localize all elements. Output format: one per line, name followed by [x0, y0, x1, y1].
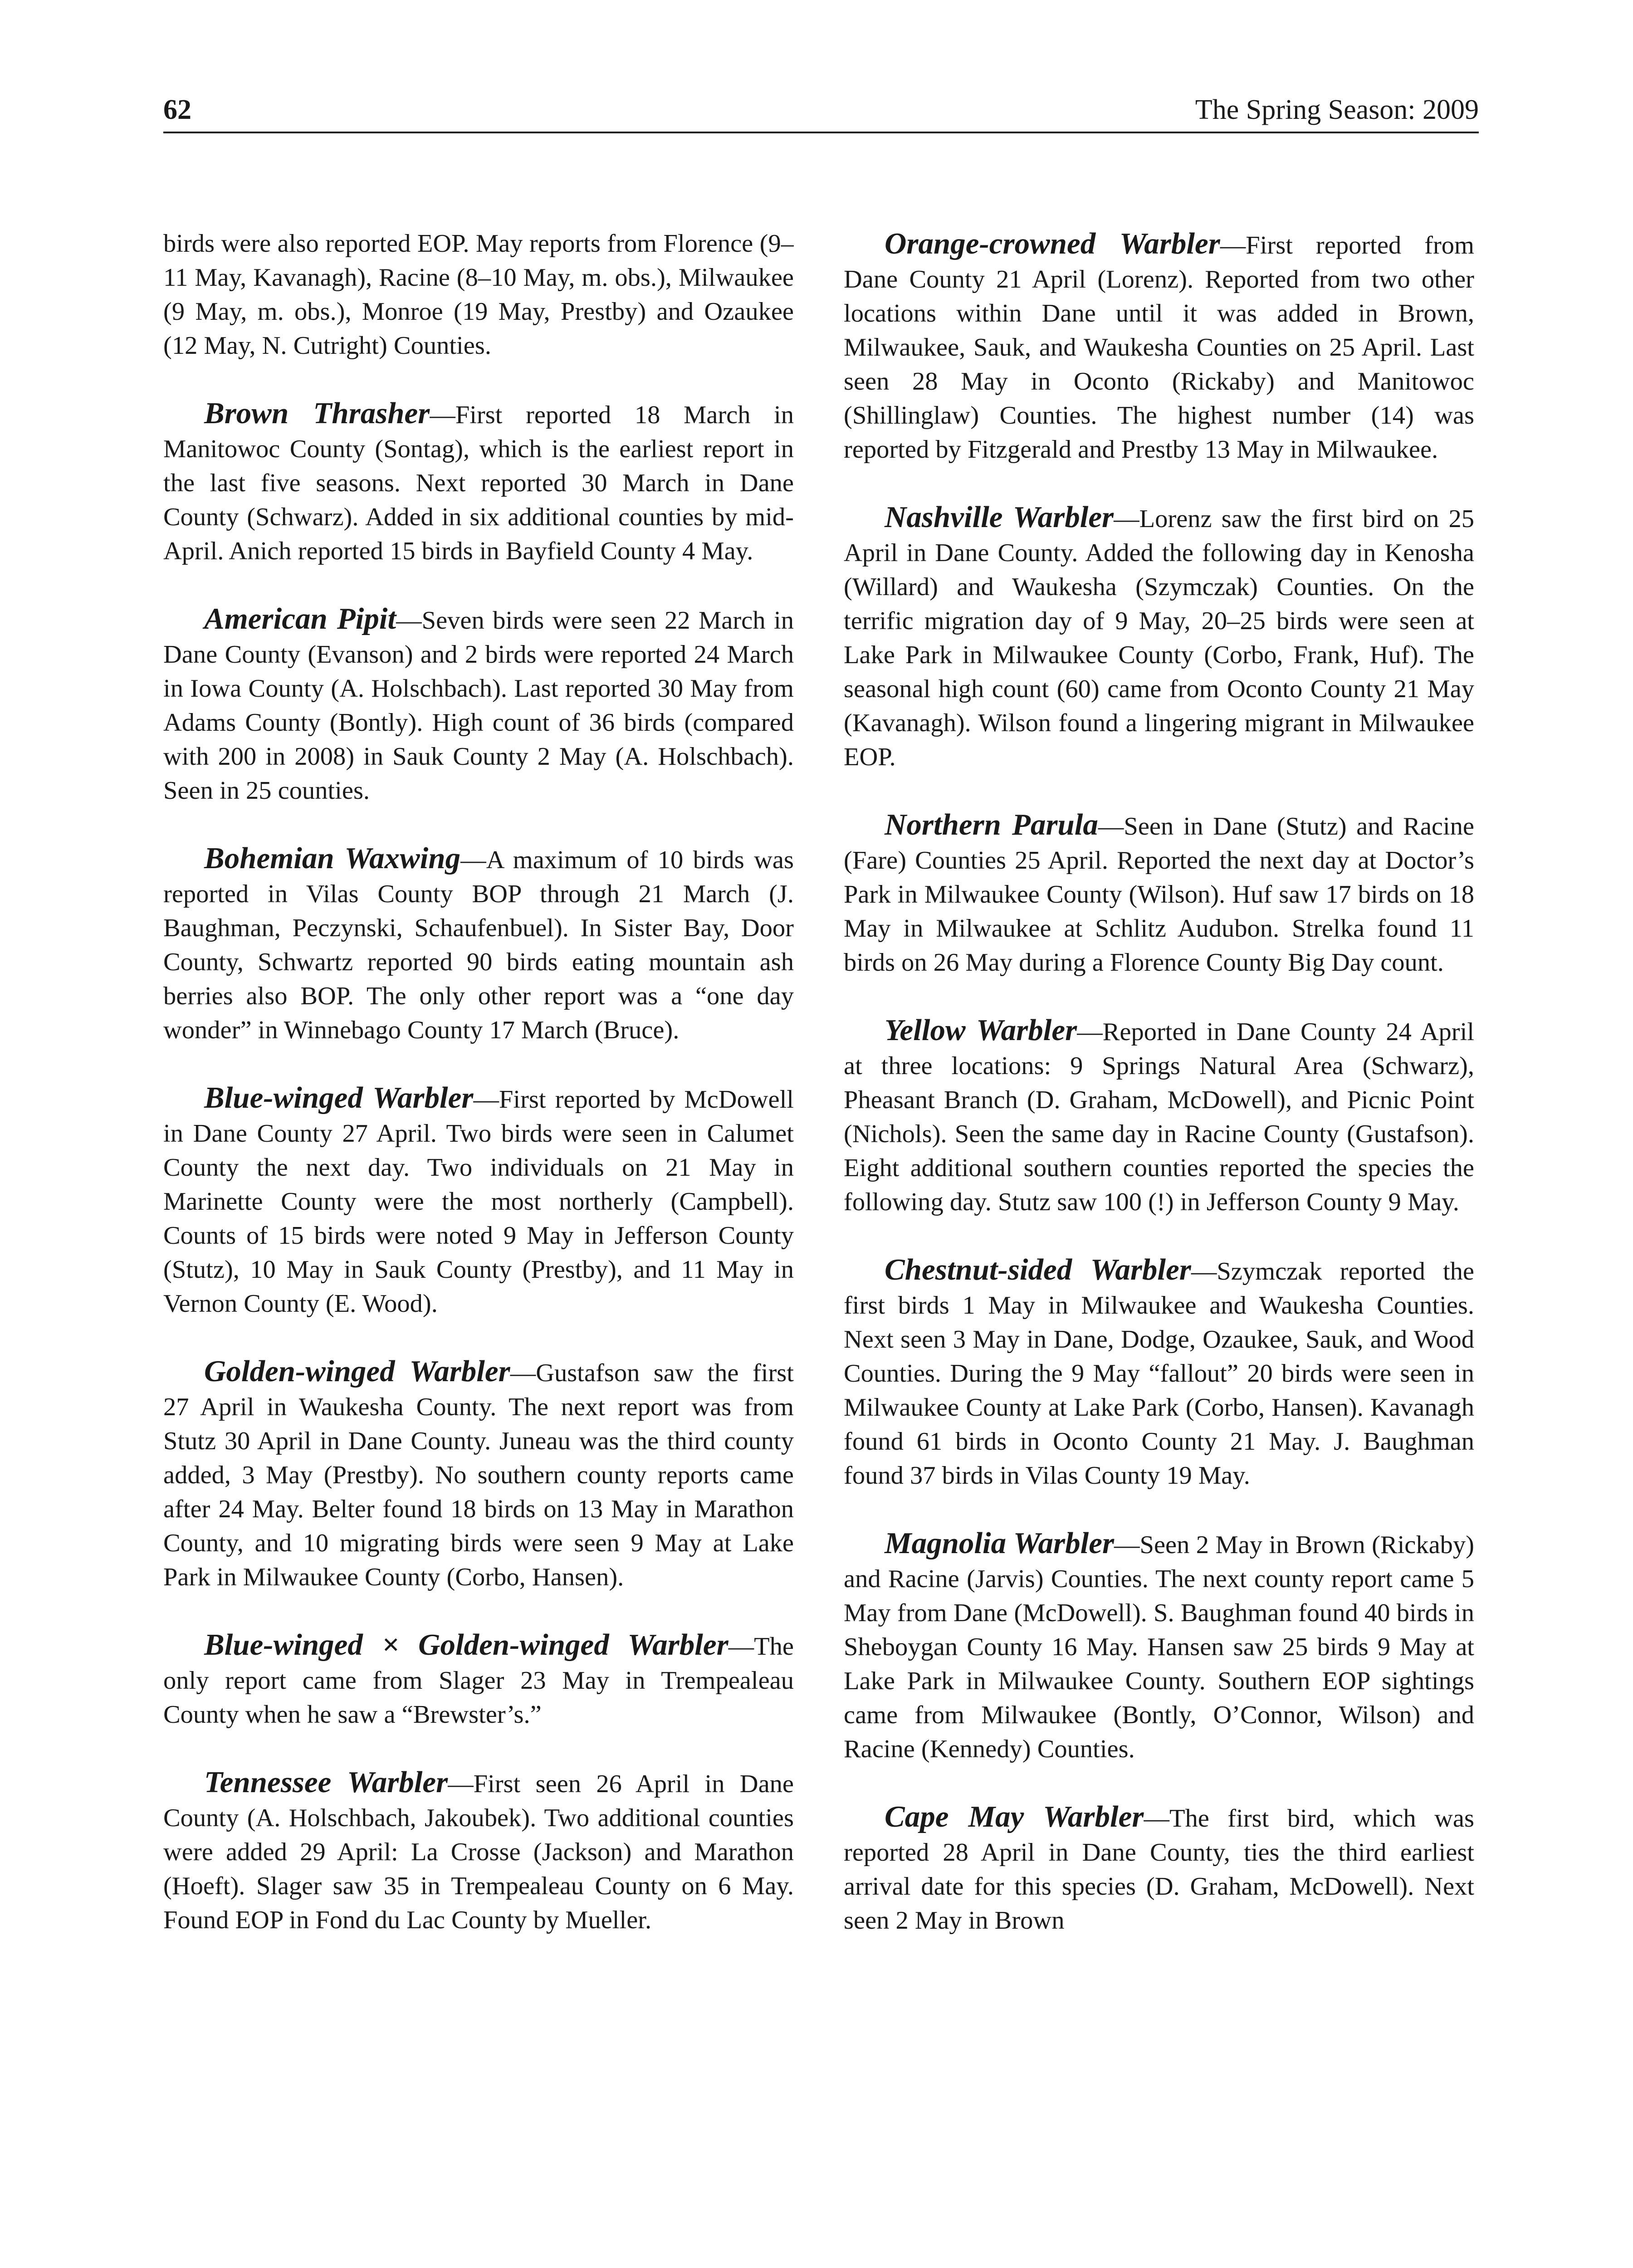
species-account-text: —Seven birds were seen 22 March in Dane County (Evanson) and 2 birds were reported 24 March in Iowa County (A. Holschbach). Last reported 30 May from Adams County (Bontly). High count of 36 birds (compared with 200 in 2008) in Sauk County 2 May (A. Holschbach). Seen in 25 counties. — [163, 606, 794, 805]
species-account-text: —First reported 18 March in Manitowoc County (Sontag), which is the earliest report in the last five seasons. Next reported 30 March in Dane County (Schwarz). Added in six additional counties by mid-April. Anich reported 15 birds in Bayfield County 4 May. — [163, 401, 794, 565]
species-account — [163, 1628, 794, 1732]
species-account — [163, 1081, 794, 1321]
running-title: The Spring Season: 2009 — [1195, 94, 1479, 125]
species-account — [844, 1526, 1474, 1766]
continued-paragraph: birds were also reported EOP. May reports from Florence (9–11 May, Kavanagh), Racine (8–10 May, m. obs.), Milwaukee (9 May, m. obs.), Monroe (19 May, Prestby) and Ozaukee (12 May, N. Cutright) Counties. — [163, 230, 794, 360]
species-account-text: —First seen 26 April in Dane County (A. Holschbach, Jakoubek). Two additional counties were added 29 April: La Crosse (Jackson) and Marathon (Hoeft). Slager saw 35 in Trempealeau County on 6 May. Found EOP in Fond du Lac County by Mueller. — [163, 1770, 794, 1934]
species-name: Golden-winged Warbler — [204, 1354, 510, 1388]
species-account-text: —First reported from Dane County 21 April (Lorenz). Reported from two other locations within Dane until it was added in Brown, Milwaukee, Sauk, and Waukesha Counties on 25 April. Last seen 28 May in Oconto (Rickaby) and Manitowoc (Shillinglaw) Counties. The highest number (14) was reported by Fitzgerald and Prestby 13 May in Milwaukee. — [844, 231, 1474, 464]
species-account — [844, 808, 1474, 980]
species-account-text: —Szymczak reported the first birds 1 May in Milwaukee and Waukesha Counties. Next seen 3 May in Dane, Dodge, Ozaukee, Sauk, and Wood Counties. During the 9 May “fallout” 20 birds were seen in Milwaukee County at Lake Park (Corbo, Hansen). Kavanagh found 61 birds in Oconto County 21 May. J. Baughman found 37 birds in Vilas County 19 May. — [844, 1257, 1474, 1490]
species-name: American Pipit — [204, 602, 396, 635]
page-number: 62 — [163, 94, 191, 125]
species-account-text: —Lorenz saw the first bird on 25 April in Dane County. Added the following day in Kenosha (Willard) and Waukesha (Szymczak) Counties. On the terrific migration day of 9 May, 20–25 birds were seen at Lake Park in Milwaukee County (Corbo, Frank, Huf). The seasonal high count (60) came from Oconto County 21 May (Kavanagh). Wilson found a lingering migrant in Milwaukee EOP. — [844, 505, 1474, 771]
species-account-text: —Seen in Dane (Stutz) and Racine (Fare) Counties 25 April. Reported the next day at Doctor’s Park in Milwaukee County (Wilson). Huf saw 17 birds on 18 May in Milwaukee at Schlitz Audubon. Strelka found 11 birds on 26 May during a Florence County Big Day count. — [844, 812, 1474, 977]
species-name: Yellow Warbler — [885, 1013, 1077, 1047]
species-name: Magnolia Warbler — [885, 1526, 1115, 1560]
species-account — [163, 602, 794, 808]
species-account — [844, 1253, 1474, 1493]
species-account-text: —Seen 2 May in Brown (Rickaby) and Racine (Jarvis) Counties. The next county report came 5 May from Dane (McDowell). S. Baughman found 40 birds in Sheboygan County 16 May. Hansen saw 25 birds 9 May at Lake Park in Milwaukee County. Southern EOP sightings came from Milwaukee (Bontly, O’Connor, Wilson) and Racine (Kennedy) Counties. — [844, 1531, 1474, 1763]
species-name: Orange-crowned Warbler — [885, 227, 1220, 260]
species-account — [844, 500, 1474, 774]
species-account — [844, 1800, 1474, 1938]
species-account — [163, 396, 794, 568]
species-name: Brown Thrasher — [204, 396, 430, 430]
species-name: Chestnut-sided Warbler — [885, 1253, 1191, 1286]
species-name: Tennessee Warbler — [204, 1765, 448, 1799]
right-column — [844, 227, 1474, 2268]
species-account — [163, 1765, 794, 1937]
species-name: Nashville Warbler — [885, 500, 1114, 534]
species-name: Blue-winged × Golden-winged Warbler — [204, 1628, 728, 1662]
species-name: Bohemian Waxwing — [204, 841, 461, 875]
species-account-text: —First reported by McDowell in Dane County 27 April. Two birds were seen in Calumet County the next day. Two individuals on 21 May in Marinette County were the most northerly (Campbell). Counts of 15 birds were noted 9 May in Jefferson County (Stutz), 10 May in Sauk County (Prestby), and 11 May in Vernon County (E. Wood). — [163, 1085, 794, 1318]
species-account-text: —The first bird, which was reported 28 April in Dane County, ties the third earliest arrival date for this species (D. Graham, McDowell). Next seen 2 May in Brown — [844, 1804, 1474, 1935]
species-account — [163, 1354, 794, 1594]
species-account-text: —Reported in Dane County 24 April at three locations: 9 Springs Natural Area (Schwarz), Pheasant Branch (D. Graham, McDowell), and Picnic Point (Nichols). Seen the same day in Racine County (Gustafson). Eight additional southern counties reported the species the following day. Stutz saw 100 (!) in Jefferson County 9 May. — [844, 1018, 1474, 1216]
species-account — [844, 1013, 1474, 1219]
species-account-text: —A maximum of 10 birds was reported in Vilas County BOP through 21 March (J. Baughman, Peczynski, Schaufenbuel). In Sister Bay, Door County, Schwartz reported 90 birds eating mountain ash berries also BOP. The only other report was a “one day wonder” in Winnebago County 17 March (Bruce). — [163, 846, 794, 1044]
species-name: Northern Parula — [885, 808, 1098, 841]
species-name: Cape May Warbler — [885, 1800, 1144, 1833]
species-account — [163, 841, 794, 1047]
species-account-text: —The only report came from Slager 23 May in Trempealeau County when he saw a “Brewster’s.” — [163, 1633, 794, 1729]
species-account-text: —Gustafson saw the first 27 April in Waukesha County. The next report was from Stutz 30 April in Dane County. Juneau was the third county added, 3 May (Prestby). No southern county reports came after 24 May. Belter found 18 birds on 13 May in Marathon County, and 10 migrating birds were seen 9 May at Lake Park in Milwaukee County (Corbo, Hansen). — [163, 1359, 794, 1591]
left-column — [163, 227, 794, 2268]
species-account — [844, 227, 1474, 467]
running-header — [163, 86, 1479, 133]
species-name: Blue-winged Warbler — [204, 1081, 474, 1114]
